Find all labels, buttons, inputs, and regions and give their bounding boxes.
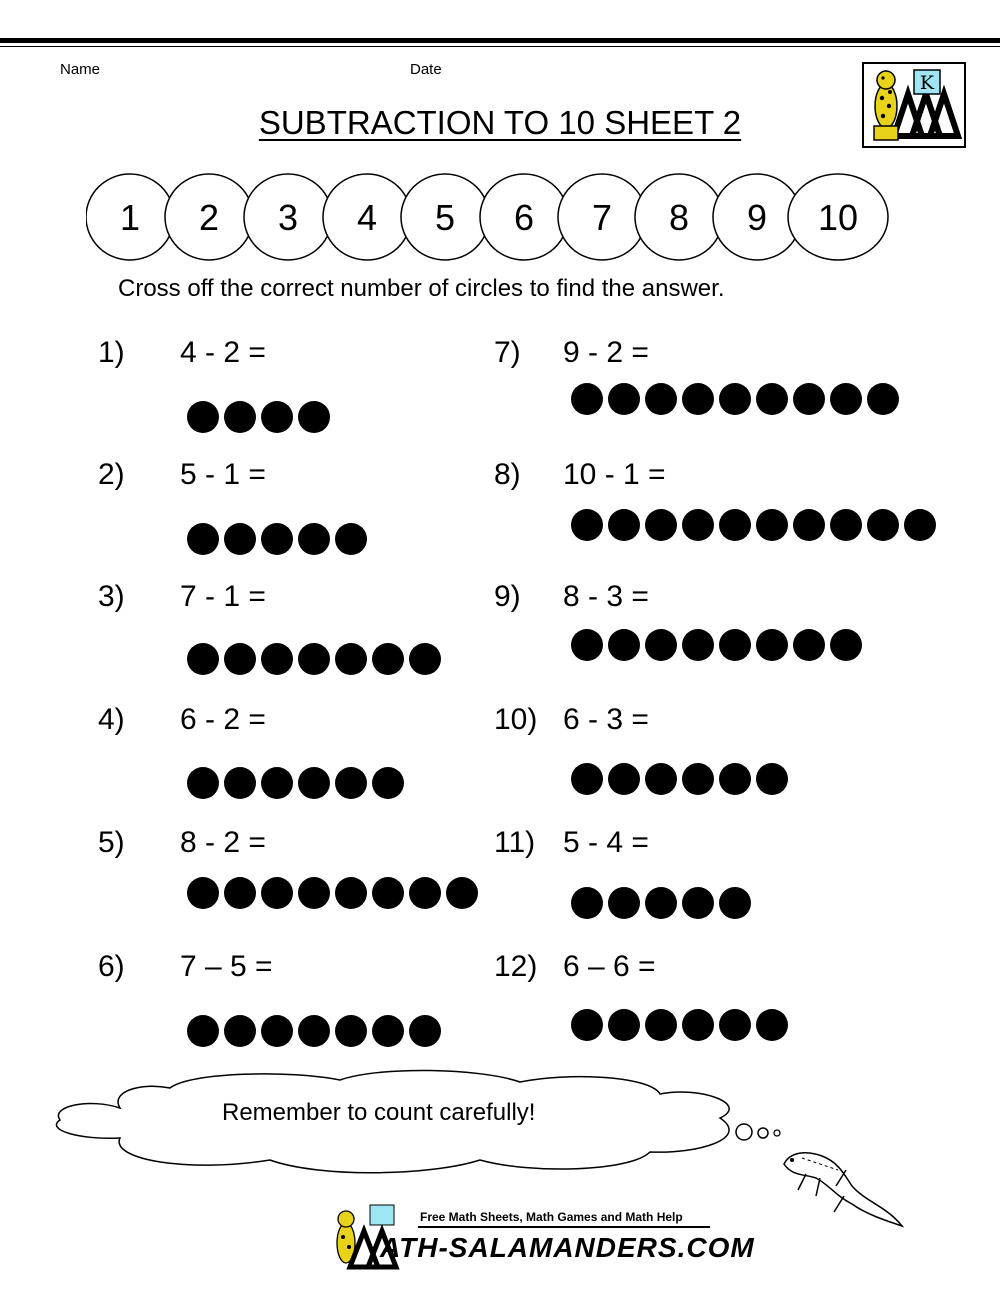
count-circle[interactable] [261,767,293,799]
number-line-label: 7 [591,197,613,238]
circle-group [570,1006,798,1046]
count-circle[interactable] [224,643,256,675]
count-circle[interactable] [187,767,219,799]
problem-number: 8) [494,458,521,491]
number-line-label: 5 [434,197,456,238]
number-line-item-7 [558,174,646,260]
problem-expression: 5 - 4 = [563,826,649,859]
name-label: Name [60,61,101,78]
problem-number: 11) [494,826,536,859]
count-circle[interactable] [719,383,751,415]
count-circle[interactable] [372,767,404,799]
number-line-label: 10 [817,197,859,238]
count-circle[interactable] [372,877,404,909]
number-line-item-1 [86,174,174,260]
count-circle[interactable] [335,877,367,909]
problem-expression: 6 – 6 = [563,950,656,983]
count-circle[interactable] [756,629,788,661]
count-circle[interactable] [719,509,751,541]
problem-number: 4) [98,703,125,736]
count-circle[interactable] [409,877,441,909]
count-circle[interactable] [409,1015,441,1047]
count-circle[interactable] [645,887,677,919]
count-circle[interactable] [682,763,714,795]
count-circle[interactable] [298,877,330,909]
count-circle[interactable] [261,1015,293,1047]
circle-group [186,764,414,804]
problem-number: 2) [98,458,125,491]
count-circle[interactable] [756,509,788,541]
count-circle[interactable] [830,383,862,415]
top-rule-thin [0,46,1000,47]
count-circle[interactable] [261,401,293,433]
count-circle[interactable] [224,1015,256,1047]
count-circle[interactable] [571,383,603,415]
count-circle[interactable] [571,1009,603,1041]
number-line-item-6 [480,174,568,260]
count-circle[interactable] [793,509,825,541]
count-circle[interactable] [224,877,256,909]
circle-group [186,640,451,680]
count-circle[interactable] [298,401,330,433]
problem-expression: 10 - 1 = [563,458,666,491]
count-circle[interactable] [298,1015,330,1047]
count-circle[interactable] [867,509,899,541]
count-circle[interactable] [682,1009,714,1041]
number-line-item-2 [165,174,253,260]
problem-expression: 5 - 1 = [180,458,266,491]
circle-group [186,1012,451,1052]
number-line-item-10 [788,174,888,260]
count-circle[interactable] [756,763,788,795]
count-circle[interactable] [645,1009,677,1041]
count-circle[interactable] [682,887,714,919]
number-line-item-5 [401,174,489,260]
number-line-label: 6 [513,197,535,238]
count-circle[interactable] [608,383,640,415]
problem-expression: 7 – 5 = [180,950,273,983]
count-circle[interactable] [793,629,825,661]
logo-letter: K [919,72,935,94]
count-circle[interactable] [608,887,640,919]
number-line-item-3 [244,174,332,260]
circle-group [186,398,340,438]
count-circle[interactable] [224,401,256,433]
problem-number: 6) [98,950,125,983]
count-circle[interactable] [187,523,219,555]
count-circle[interactable] [756,383,788,415]
count-circle[interactable] [682,383,714,415]
count-circle[interactable] [830,629,862,661]
count-circle[interactable] [261,877,293,909]
number-line-item-8 [635,174,723,260]
problem-number: 10) [494,703,538,736]
count-circle[interactable] [682,629,714,661]
footer-site-name: ATH-SALAMANDERS.COM [380,1232,755,1263]
count-circle[interactable] [372,643,404,675]
problem-number: 9) [494,580,521,613]
count-circle[interactable] [409,643,441,675]
count-circle[interactable] [830,509,862,541]
instructions: Cross off the correct number of circles to find the answer. [118,275,725,302]
count-circle[interactable] [261,643,293,675]
page-title: SUBTRACTION TO 10 SHEET 2 [258,104,742,141]
top-rule [0,38,1000,43]
count-circle[interactable] [187,877,219,909]
count-circle[interactable] [756,1009,788,1041]
count-circle[interactable] [335,643,367,675]
reminder-text: Remember to count carefully! [222,1099,536,1126]
count-circle[interactable] [571,509,603,541]
count-circle[interactable] [719,763,751,795]
circle-group [570,506,946,546]
count-circle[interactable] [298,523,330,555]
problem-expression: 8 - 3 = [563,580,649,613]
count-circle[interactable] [446,877,478,909]
count-circle[interactable] [372,1015,404,1047]
number-line [86,172,892,262]
count-circle[interactable] [719,629,751,661]
count-circle[interactable] [904,509,936,541]
count-circle[interactable] [608,1009,640,1041]
count-circle[interactable] [187,643,219,675]
count-circle[interactable] [224,523,256,555]
number-line-item-4 [323,174,411,260]
number-line-label: 1 [119,197,141,238]
circle-group [186,520,377,560]
count-circle[interactable] [719,887,751,919]
count-circle[interactable] [645,383,677,415]
count-circle[interactable] [261,523,293,555]
count-circle[interactable] [645,509,677,541]
count-circle[interactable] [571,763,603,795]
circle-group [570,626,872,666]
problem-expression: 9 - 2 = [563,336,649,369]
count-circle[interactable] [187,1015,219,1047]
problem-expression: 4 - 2 = [180,336,266,369]
count-circle[interactable] [298,643,330,675]
salamander-drawing [776,1140,906,1230]
number-line-label: 2 [198,197,220,238]
count-circle[interactable] [298,767,330,799]
count-circle[interactable] [608,763,640,795]
problem-number: 5) [98,826,125,859]
number-line-label: 3 [277,197,299,238]
count-circle[interactable] [335,523,367,555]
count-circle[interactable] [335,767,367,799]
count-circle[interactable] [867,383,899,415]
salamander-logo [862,62,966,148]
count-circle[interactable] [335,1015,367,1047]
problem-number: 3) [98,580,125,613]
problem-expression: 6 - 2 = [180,703,266,736]
count-circle[interactable] [645,629,677,661]
count-circle[interactable] [571,887,603,919]
problem-expression: 7 - 1 = [180,580,266,613]
count-circle[interactable] [224,767,256,799]
circle-group [570,380,909,420]
count-circle[interactable] [608,629,640,661]
problem-number: 12) [494,950,538,983]
problem-expression: 6 - 3 = [563,703,649,736]
circle-group [570,760,798,800]
date-label: Date [410,61,442,78]
circle-group [186,874,488,914]
number-line-label: 8 [668,197,690,238]
problem-number: 1) [98,336,125,369]
count-circle[interactable] [793,383,825,415]
count-circle[interactable] [571,629,603,661]
problem-number: 7) [494,336,521,369]
count-circle[interactable] [187,401,219,433]
count-circle[interactable] [719,1009,751,1041]
count-circle[interactable] [645,763,677,795]
number-line-label: 4 [356,197,378,238]
count-circle[interactable] [682,509,714,541]
count-circle[interactable] [608,509,640,541]
circle-group [570,884,761,924]
problem-expression: 8 - 2 = [180,826,266,859]
footer-tagline: Free Math Sheets, Math Games and Math Help [420,1210,683,1224]
number-line-label: 9 [746,197,768,238]
